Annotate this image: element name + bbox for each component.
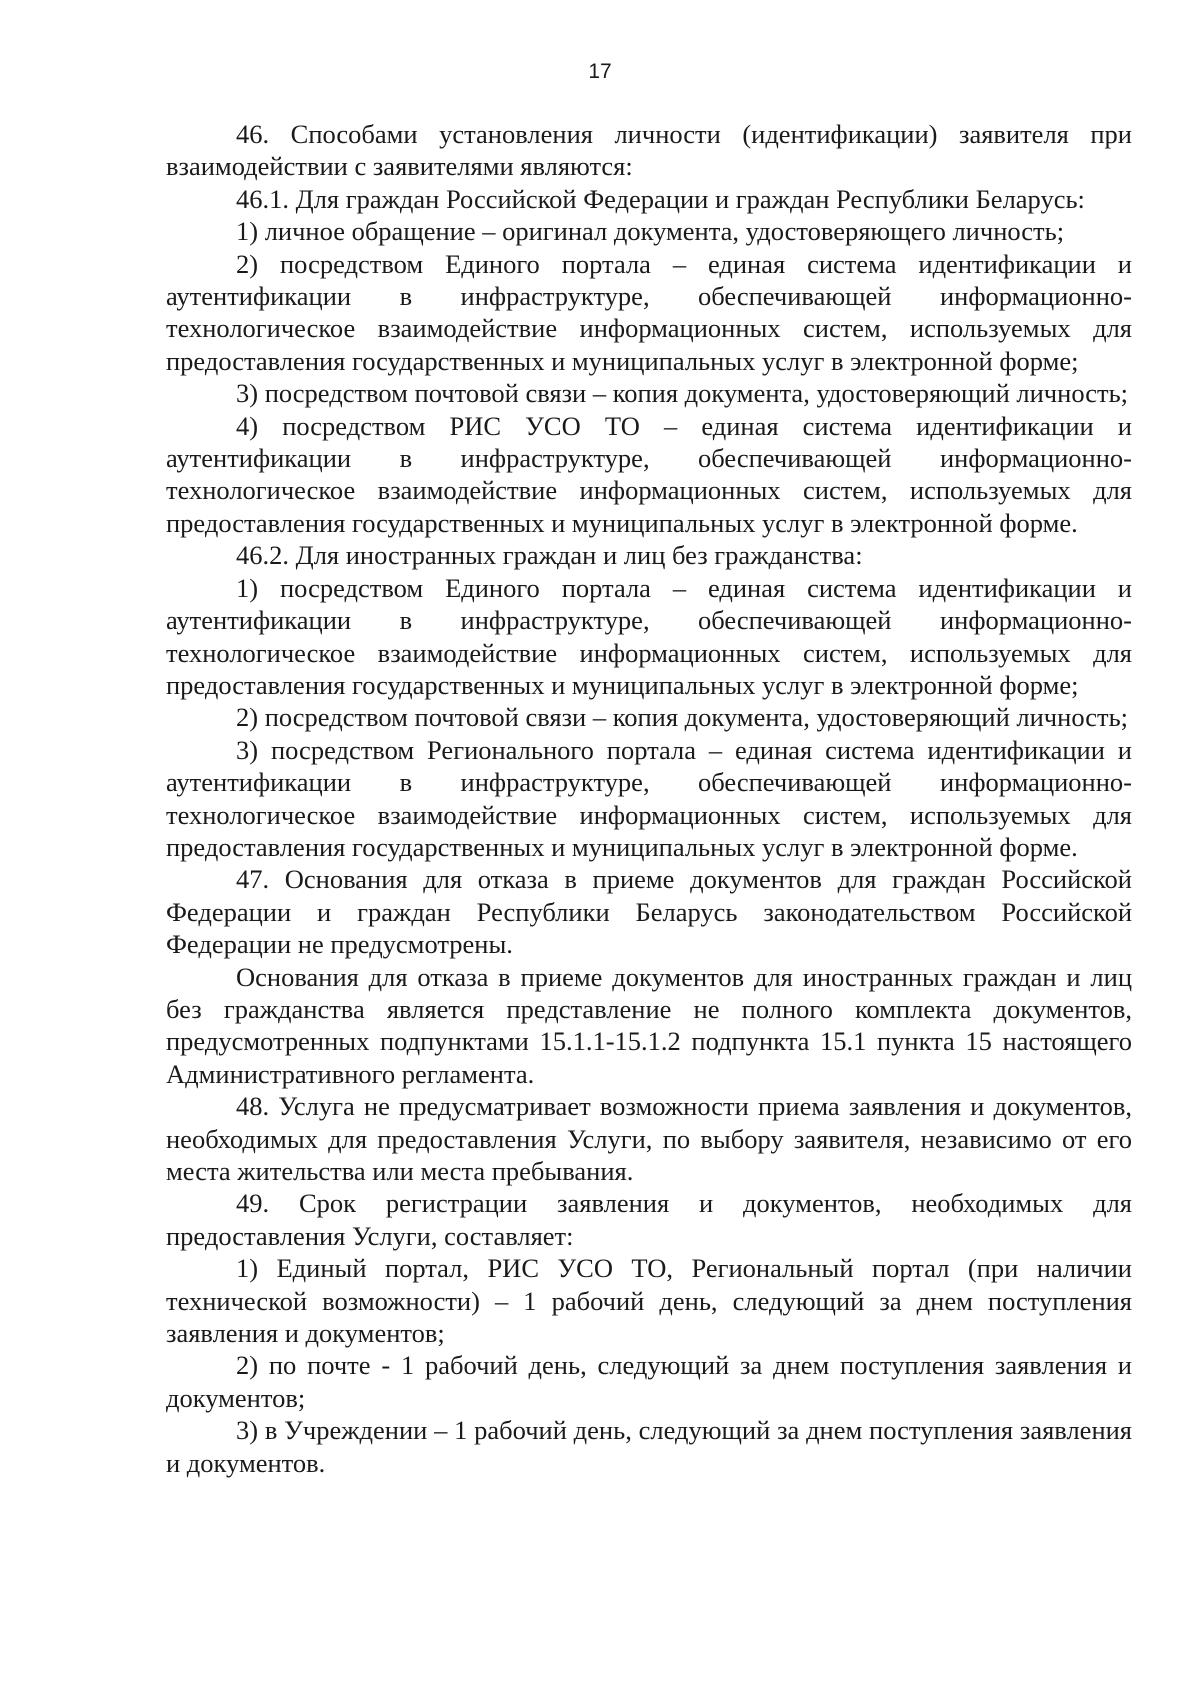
paragraph-46: 46. Способами установления личности (идентификации) заявителя при взаимодействии с заявителями являются: (166, 119, 1132, 182)
paragraph-46-2-item-1: 1) посредством Единого портала – единая система идентификации и аутентификации в инфраструктуре, обеспечивающей информационно-технологическое взаимодействие информационных систем, используемых для предоставления государственных и муниципальных услуг в электронной форме; (166, 572, 1132, 700)
paragraph-49-item-3: 3) в Учреждении – 1 рабочий день, следующий за днем поступления заявления и документов. (166, 1415, 1132, 1478)
paragraph-49-item-1: 1) Единый портал, РИС УСО ТО, Региональный портал (при наличии технической возможности) – 1 рабочий день, следующий за днем поступления заявления и документов; (166, 1253, 1132, 1349)
paragraph-46-1-item-2: 2) посредством Единого портала – единая система идентификации и аутентификации в инфраструктуре, обеспечивающей информационно-технологическое взаимодействие информационных систем, используемых для предоставления государственных и муниципальных услуг в электронной форме; (166, 248, 1132, 376)
paragraph-47: 47. Основания для отказа в приеме документов для граждан Российской Федерации и граждан Республики Беларусь законодательством Российской Федерации не предусмотрены. (166, 864, 1132, 960)
paragraph-46-2: 46.2. Для иностранных граждан и лиц без гражданства: (236, 540, 863, 571)
paragraph-46-2-item-2: 2) посредством почтовой связи – копия документа, удостоверяющий личность; (236, 702, 1129, 733)
paragraph-49: 49. Срок регистрации заявления и документов, необходимых для предоставления Услуги, составляет: (166, 1188, 1132, 1251)
paragraph-46-1-item-3: 3) посредством почтовой связи – копия документа, удостоверяющий личность; (236, 378, 1129, 409)
paragraph-46-1: 46.1. Для граждан Российской Федерации и граждан Республики Беларусь: (236, 183, 1085, 214)
paragraph-48: 48. Услуга не предусматривает возможности приема заявления и документов, необходимых для предоставления Услуги, по выбору заявителя, независимо от его места жительства или места пребывания. (166, 1091, 1132, 1186)
paragraph-46-2-item-3: 3) посредством Регионального портала – единая система идентификации и аутентификации в инфраструктуре, обеспечивающей информационно-технологическое взаимодействие информационных систем, используемых для предоставления государственных и муниципальных услуг в электронной форме. (166, 734, 1132, 862)
paragraph-49-item-2: 2) по почте - 1 рабочий день, следующий за днем поступления заявления и документов; (166, 1350, 1132, 1413)
paragraph-47-grounds: Основания для отказа в приеме документов для иностранных граждан и лиц без гражданства является представление не полного комплекта документов, предусмотренных подпунктами 15.1.1-15.1.2 подпункта 15.1 пункта 15 настоящего Административного регламента. (166, 961, 1132, 1089)
paragraph-46-1-item-4: 4) посредством РИС УСО ТО – единая система идентификации и аутентификации в инфраструктуре, обеспечивающей информационно-технологическое взаимодействие информационных систем, используемых для предоставления государственных и муниципальных услуг в электронной форме. (166, 410, 1132, 538)
document-body (166, 118, 1132, 1479)
page-number: 17 (588, 60, 612, 83)
paragraph-46-1-item-1: 1) личное обращение – оригинал документа, удостоверяющего личность; (236, 216, 1065, 247)
